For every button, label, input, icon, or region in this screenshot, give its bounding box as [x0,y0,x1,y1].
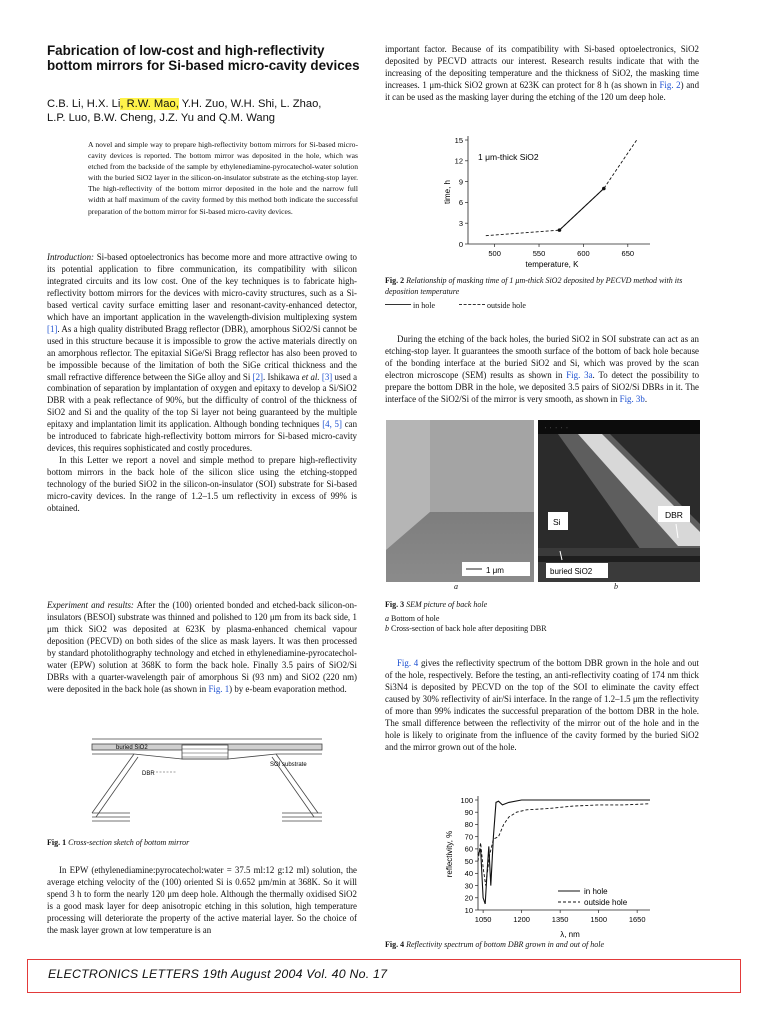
sem-photo-b [538,420,700,582]
figure-2-chart [440,132,670,272]
journal-footer [27,959,741,993]
fig2-legend [385,301,585,312]
epw-paragraph [47,865,357,937]
sem-si-label: Si [553,517,561,527]
sem-photo-a [386,420,534,582]
intro-heading: Introduction: [47,252,94,262]
fig2-x-tick-label: 600 [577,249,590,258]
sem-scale-label: 1 μm [486,566,504,575]
fig4-cap-text: Reflectivity spectrum of bottom DBR grown in and out of hole [406,940,605,949]
fig2-point [558,228,562,232]
fig3-cap-text: SEM picture of back hole [406,600,488,609]
fig4-xlabel: λ, nm [560,930,580,939]
legend-dashed-swatch [459,304,485,305]
figure-3-caption: Fig. 3 SEM picture of back hole a Bottom of hole b Cross-section of back hole after depositing DBR [385,600,547,634]
fig4-y-tick-label: 40 [464,869,473,879]
ref-3-link[interactable]: [3] [321,371,333,382]
fig2-cap-num: Fig. 2 [385,276,405,285]
sem-metadata-strip: · · · · · [544,426,569,431]
right-paragraph-3 [385,658,699,754]
fig2-point [602,187,606,191]
fig2-y-tick-label: 3 [458,219,463,228]
ref-2-link[interactable]: [2] [252,371,263,382]
fig3-cap-a: Bottom of hole [391,613,440,623]
experiment-text: After the (100) oriented bonded and etched-back silicon-on-insulators (BESOI) substrate was thinned and polished to 120 μm from its back side, 1 μm thick SiO2 was deposited at 623K by plasma-enhanced chemical vapour deposition (PECVD) on both sides of the slice as mask layers. It was then processed by standard photolithography technology and etched in ethylenediamine-pyrocatechol-water (EPW) solution at 368K to form the back hole. Finally 3.5 pairs of SiO2/Si DBRs with a quarter-wavelength pair of amorphous Si (93 nm) and SiO2 (220 nm) were deposited in the back hole (as shown in [47,600,357,694]
fig2-annotation: 1 μm-thick SiO2 [478,152,539,162]
experiment-section [47,600,357,696]
experiment-heading: Experiment and results: [47,600,134,610]
legend-solid-label: in hole [413,301,435,310]
fig2-ylabel: time, h [443,179,452,205]
fig1-buried-label: buried SiO2 [116,745,148,751]
authors-highlight: , R.W. Mao, [120,98,179,110]
fig4-y-tick-label: 80 [464,820,473,830]
p2-text: . [644,393,648,404]
fig2-y-tick-label: 12 [454,156,463,166]
fig2-y-tick-label: 0 [458,239,463,249]
fig4-y-tick-label: 20 [464,893,473,903]
figure-4-caption [385,940,699,951]
fig4-y-tick-label: 70 [464,832,473,842]
fig2-x-tick-label: 500 [488,249,501,258]
fig4-legend [558,887,628,907]
paper-title: Fabrication of low-cost and high-reflectivity bottom mirrors for Si-based micro-cavity devices [47,43,360,73]
epw-text: In EPW (ethylenediamine:pyrocatechol:water = 37.5 ml:12 g:12 ml) solution, the average etching velocity of the (100) oriented Si is 0.652 μm/min at 368K. So it will spend 3 h to form the nearly 120 μm deep hole. Although the thermally oxidised SiO2 is a good mask layer for deep anisotropic etching in this solution, high temperature processing will deteriorate the property of the active material layer. So the choice of the mask layer grown at low temperature is an [47,865,357,935]
p3-text: gives the reflectivity spectrum of the bottom DBR grown in the hole and out of the hole, respectively. Before the testing, an anti-reflectivity coating of 174 nm thick Si3N4 is deposited by PECVD on the top of the SOI to eliminate the cavity effect caused by 30% reflectivity of air/Si interface. In the range of 1.2–1.5 μm the reflectivity of more than 99% indicates the successful preparation of the bottom DBR in the hole. The small difference between the reflectivity of the mirror out of the hole and in the hole is likely to originate from the influence of the cavity formed by the buried SiO2 and the mirror grown out of the hole. [385,658,700,752]
sem-buried-label: buried SiO2 [550,567,593,576]
author-list [47,97,377,125]
fig4-y-tick-label: 90 [464,808,473,818]
fig3-cap-b: Cross-section of back hole after depositing DBR [391,624,547,634]
fig4-y-tick-label: 30 [464,881,473,891]
fig2-y-tick-label: 15 [454,135,463,145]
introduction-section [47,252,357,515]
intro-text: Si-based optoelectronics has become more and more attractive owing to its potential application to fibre communication, its compatibility with silicon integrated circuits and its low cost. One of the key techniques is to fabricate high-reflectivity bottom mirrors for the devices with micro-cavity structures, such as a Si-based vertical cavity surface emitting laser and resonant-cavity-enhanced detector, which have an important application in the wavelength-division multiplexing system [47,252,357,322]
fig4-x-tick-label: 1500 [590,915,608,924]
fig3-sub-a: a [454,582,458,591]
fig-4-link[interactable]: Fig. 4 [397,658,419,668]
et-al: et al. [301,371,320,382]
intro-text: . As a high quality distributed Bragg reflector (DBR), amorphous SiO2/Si cannot be used in this structure because it is impossible to grow the active materials directly on an amorphous reflector. The epitaxial SiGe/Si Bragg reflector has also been proved to be impossible because of the limitation of both the SiGe critical thickness and the small refractive difference between the SiGe alloy and Si [47,323,357,382]
fig4-y-tick-label: 50 [464,856,473,866]
fig4-legend-dashed: outside hole [584,898,628,907]
fig4-legend-solid: in hole [584,887,608,896]
fig4-cap-num: Fig. 4 [385,940,405,949]
fig-2-link[interactable]: Fig. 2 [659,79,681,90]
sem-dbr-label: DBR [665,510,683,520]
fig3-sub-b: b [614,582,618,591]
fig4-x-tick-label: 1650 [628,915,646,924]
fig2-cap-text: Relationship of masking time of 1 μm-thick SiO2 deposited by PECVD method with its deposition temperature [385,276,683,296]
intro-text: can be introduced to fabricate high-reflectivity bottom mirrors for Si-based micro-cavity devices, this requires sophisticated and costly procedures. [47,419,358,454]
authors-post: Y.H. Zuo, W.H. Shi, L. Zhao, [178,98,322,110]
intro-paragraph-2: In this Letter we report a novel and simple method to prepare high-reflectivity bottom mirrors in the back hole of the silicon slice using the etching-stopped technology of the buried SiO2 in the silicon-on-insulator (SOI) substrate for Si-based micro-cavity devices. In the range of 1.2–1.5 um reflectivity in excess of 99% is obtained. [47,455,357,514]
authors-line2: L.P. Luo, B.W. Cheng, J.Z. Yu and Q.M. Wang [47,112,276,124]
fig2-x-tick-label: 550 [532,249,546,258]
p2-text: During the etching of the back holes, the buried SiO2 in SOI substrate can act as an etching-stop layer. It guarantees the smooth surface of the bottom of back hole because of the bonding interface at the buried SiO2 and Si, which was proved by the scan electron microscope (SEM) results as shown in [385,334,699,380]
journal-footer-text: ELECTRONICS LETTERS 19th August 2004 Vol. 40 No. 17 [48,967,388,981]
fig2-x-tick-label: 650 [621,249,635,258]
p1-text: important factor. Because of its compatibility with Si-based optoelectronics, SiO2 deposited by PECVD attracts our interest. Research results indicate that with the increasing of the depositing temperature and the thickness of SiO2, the masking time increases. 1 μm-thick SiO2 grown at 623K can protect for 8 h (as shown in [385,44,699,90]
right-paragraph-1 [385,44,699,104]
fig4-series-outside-hole [478,804,650,886]
p2-text: . To detect the possibility to prepare the bottom DBR in the hole, we deposited 3.5 pairs of SiO2/Si DBRs in it. The interface of the SiO2/Si of the mirror is very smooth, as shown in [385,369,700,404]
right-paragraph-2 [385,334,699,406]
legend-dashed-label: outside hole [487,301,526,310]
intro-text: . Ishikawa [262,371,300,382]
authors-pre: C.B. Li, H.X. Li [47,98,121,110]
fig2-y-tick-label: 9 [458,177,463,187]
ref-4-5-link[interactable]: [4, 5] [322,419,342,430]
ref-1-link[interactable]: [1] [47,323,58,334]
fig4-x-tick-label: 1350 [551,915,569,924]
abstract: A novel and simple way to prepare high-reflectivity bottom mirrors for Si-based micro-cavity devices is reported. The bottom mirror was deposited in the hole, which was etched from the backside of the sample by ethylenediamine-pyrocatechol-water solution with the buried SiO2 layer in the silicon-on-insulator substrate as the etching-stop layer. The high-reflectivity of the bottom mirror deposited in the hole and the narrow full width at half maximum of the cavity formed by this method both indicate the successful preparation of the bottom mirror for Si-based micro-cavity devices. [88,140,358,216]
fig-3b-link[interactable]: Fig. 3b [619,393,645,404]
p1-text: ) and it can be used as the masking layer during the etching of the 120 um deep hole. [385,79,700,102]
fig4-series-in-hole [478,800,650,904]
fig2-xlabel: temperature, K [525,260,579,269]
fig4-y-tick-label: 60 [464,844,473,854]
intro-text: used a combination of separation by implantation of oxygen and epitaxy to develop a Si/SiO2 DBR with a peak reflectance of 90%, but the difficulty of control of the thickness of SiO2 and Si and the quality of the top Si layer not being guaranteed by the multiple epitaxy and implantation limit its application. Although bonding techniques [47,371,358,430]
fig3-cap-num: Fig. 3 [385,600,405,609]
figure-2-caption [385,276,699,297]
fig-3a-link[interactable]: Fig. 3a [566,369,593,380]
fig1-cap-text: Cross-section sketch of bottom mirror [68,838,190,847]
figure-1-sketch [90,735,326,827]
fig1-cap-num: Fig. 1 [47,838,67,847]
fig4-y-tick-label: 100 [460,795,473,805]
fig2-y-tick-label: 6 [458,198,463,208]
experiment-text: ) by e-beam evaporation method. [229,683,347,694]
fig1-soi-label: SOI substrate [270,762,307,768]
fig4-x-tick-label: 1050 [474,915,492,924]
fig4-ylabel: reflectivity, % [445,830,454,878]
fig4-x-tick-label: 1200 [513,915,530,924]
fig1-dbr-label: DBR [142,771,155,777]
fig-1-link[interactable]: Fig. 1 [208,683,230,694]
fig4-y-tick-label: 10 [464,905,473,915]
legend-solid-swatch [385,304,411,305]
figure-4-chart [440,790,670,940]
figure-1-caption [47,838,357,849]
